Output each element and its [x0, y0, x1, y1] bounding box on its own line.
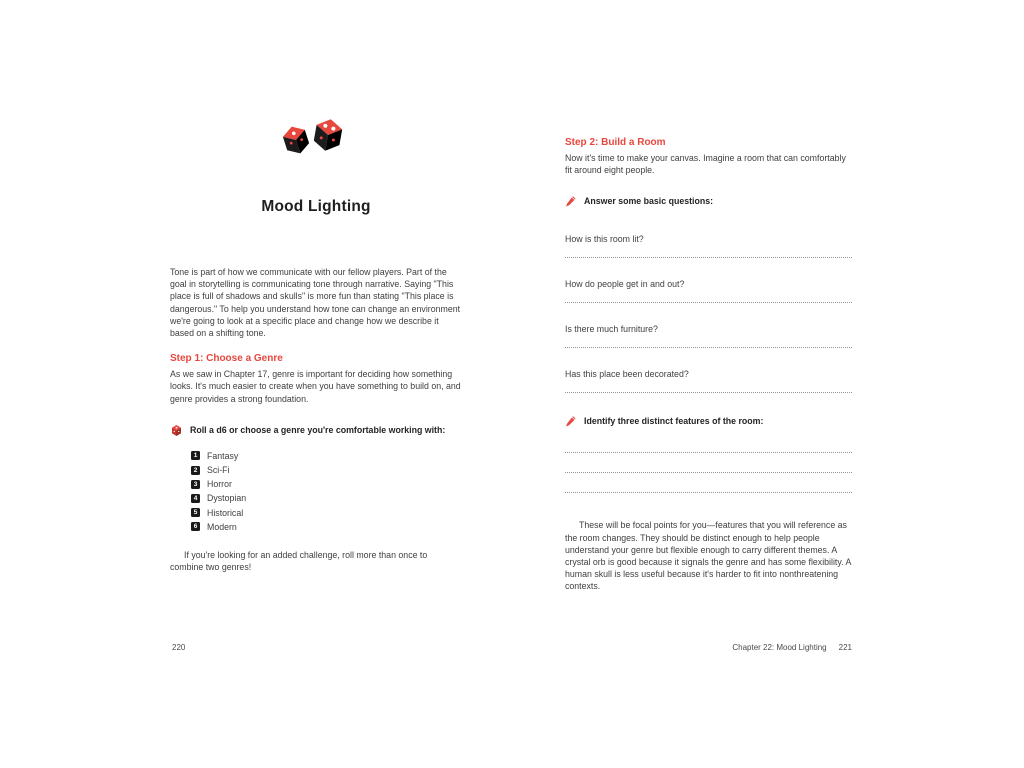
- genre-label: Sci-Fi: [207, 465, 230, 476]
- list-number-badge: 4: [191, 494, 200, 503]
- questions-prompt-row: [565, 196, 852, 213]
- step2-body: Now it's time to make your canvas. Imagine a room that can comfortably fit around eight people.: [565, 153, 846, 176]
- list-number-badge: 2: [191, 466, 200, 475]
- list-number-badge: 3: [191, 480, 200, 489]
- pencil-icon: [565, 195, 577, 213]
- answer-line: [565, 257, 852, 258]
- page-title: Mood Lighting: [261, 198, 371, 215]
- answer-line: [565, 392, 852, 393]
- list-item: [191, 479, 462, 489]
- list-item: [191, 451, 462, 461]
- step1-body: As we saw in Chapter 17, genre is important for deciding how something looks. It's much easier to create when you have something to build on, and genre provides a strong foundation.: [170, 369, 461, 404]
- list-number-badge: 5: [191, 508, 200, 517]
- genre-label: Modern: [207, 521, 237, 532]
- running-footer: Chapter 22: Mood Lighting: [732, 643, 827, 652]
- right-page: [565, 137, 852, 593]
- features-prompt: Identify three distinct features of the room:: [584, 416, 764, 427]
- question-text: Has this place been decorated?: [565, 369, 689, 380]
- question-text: Is there much furniture?: [565, 324, 658, 335]
- d6-dice-icon: [170, 112, 462, 170]
- list-item: [191, 522, 462, 532]
- page-number-left: 220: [172, 643, 186, 652]
- question-text: How is this room lit?: [565, 234, 644, 245]
- answer-line: [565, 302, 852, 303]
- d6-die-icon: [170, 424, 183, 442]
- list-item: [191, 493, 462, 503]
- list-number-badge: 1: [191, 451, 200, 460]
- list-item: [191, 465, 462, 475]
- challenge-note: If you're looking for an added challenge, roll more than once to combine two genres!: [170, 549, 428, 572]
- list-item: [191, 508, 462, 518]
- answer-line: [565, 452, 852, 453]
- features-prompt-row: [565, 416, 852, 433]
- answer-line: [565, 472, 852, 473]
- page-number-right: 221: [838, 643, 852, 652]
- genre-label: Horror: [207, 479, 232, 490]
- footer-right: [565, 643, 852, 652]
- answer-line: [565, 492, 852, 493]
- pencil-icon: [565, 415, 577, 433]
- roll-prompt: Roll a d6 or choose a genre you're comfortable working with:: [190, 424, 446, 435]
- intro-paragraph: Tone is part of how we communicate with our fellow players. Part of the goal in storytelling is communicating tone through narrative. Saying "This place is full of shadows and skulls" is more fun than stating "This place is dangerous." To help you understand how tone can change an environment we're going to look at a specific place and change how we describe it based on a shifting tone.: [170, 267, 461, 339]
- list-number-badge: 6: [191, 522, 200, 531]
- left-page: [170, 112, 462, 573]
- closing-paragraph: These will be focal points for you—features that you will reference as the room changes. They should be distinct enough to help people understand your genre but flexible enough to carry different themes. A crystal orb is good because it signals the genre and has some flexibility. A human skull is less useful because it's harder to fit into nonthreatening contexts.: [565, 520, 851, 592]
- step2-heading: Step 2: Build a Room: [565, 137, 666, 148]
- genre-label: Dystopian: [207, 493, 247, 504]
- questions-prompt: Answer some basic questions:: [584, 196, 714, 207]
- genre-list: [191, 451, 462, 532]
- question-text: How do people get in and out?: [565, 279, 685, 290]
- answer-line: [565, 347, 852, 348]
- step1-heading: Step 1: Choose a Genre: [170, 353, 283, 365]
- genre-label: Fantasy: [207, 450, 239, 461]
- genre-label: Historical: [207, 507, 244, 518]
- roll-prompt-row: [170, 425, 462, 442]
